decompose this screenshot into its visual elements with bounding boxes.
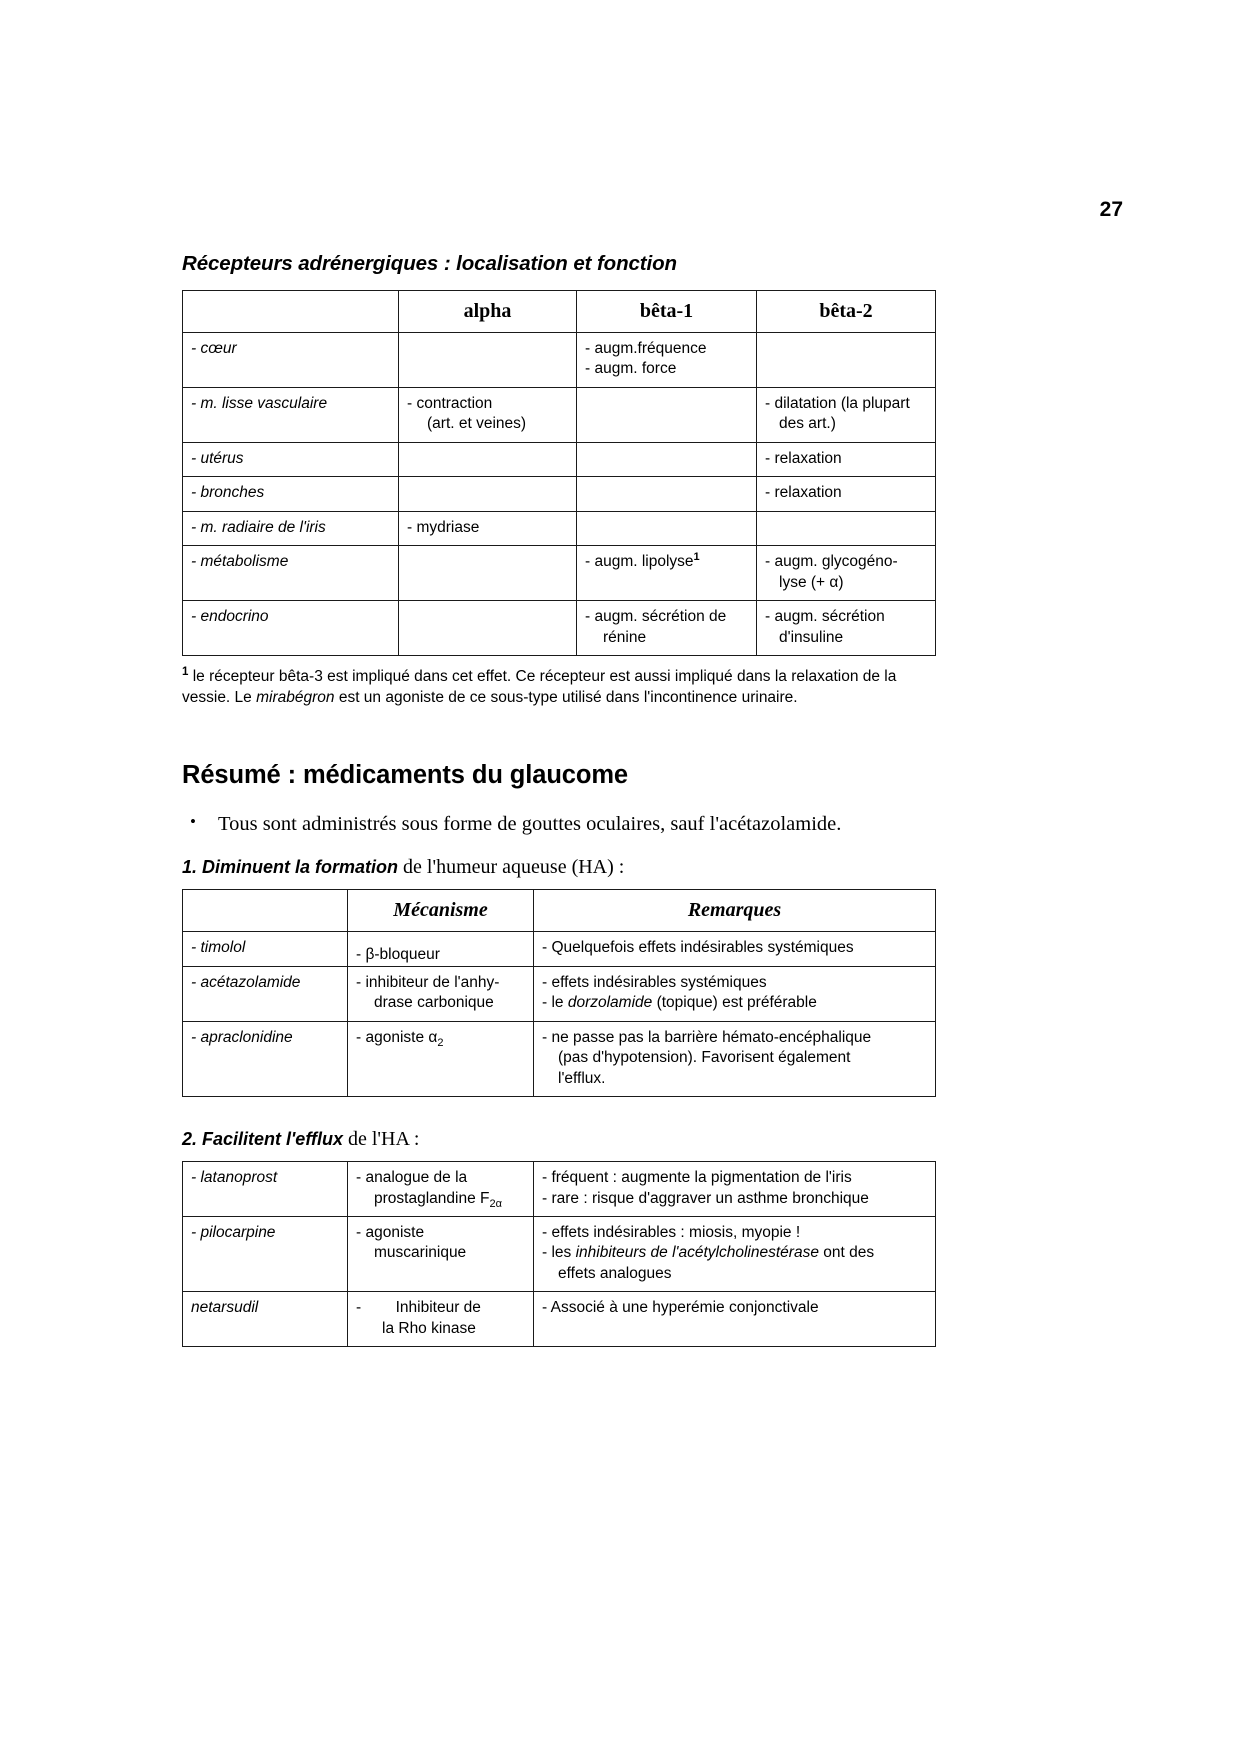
cell-line-rich xyxy=(542,1243,927,1263)
cell-line: - agoniste xyxy=(356,1223,425,1241)
cell-line: - analogue de la xyxy=(356,1169,468,1187)
cell-mechanism-netarsudil xyxy=(348,1292,534,1347)
cell-line: drase carbonique xyxy=(374,994,494,1012)
cell-line: - rare : risque d'aggraver un asthme bronchique xyxy=(542,1189,869,1207)
cell-beta1-bronches xyxy=(577,477,757,511)
column-header-blank xyxy=(183,890,348,932)
drug-name-italic: dorzolamide xyxy=(567,994,653,1012)
column-header-alpha: alpha xyxy=(399,291,577,333)
text-pre: - le xyxy=(542,994,568,1012)
cell-alpha-bronches xyxy=(399,477,577,511)
cell-beta1-muscle-lisse xyxy=(577,387,757,442)
cell-line: - fréquent : augmente la pigmentation de l'iris xyxy=(542,1169,852,1187)
cell-line: - effets indésirables systémiques xyxy=(542,973,767,991)
table-row xyxy=(183,1162,936,1217)
cell-mechanism-acetazolamide xyxy=(348,966,534,1021)
table-row xyxy=(183,932,936,966)
cell-beta1-iris xyxy=(577,511,757,545)
cell-remarks-acetazolamide xyxy=(534,966,936,1021)
cell-line: - ne passe pas la barrière hémato-encéphalique xyxy=(542,1028,872,1046)
row-label-uterus: - utérus xyxy=(183,442,399,476)
text-post: ont des xyxy=(818,1244,875,1262)
drug-class-italic: inhibiteurs de l'acétylcholinestérase xyxy=(575,1244,819,1262)
cell-line-rich xyxy=(542,993,927,1013)
cell-line: muscarinique xyxy=(374,1244,467,1262)
cell-mechanism-timolol: - β-bloqueur xyxy=(348,939,534,973)
row-label-muscle-radiaire-iris: - m. radiaire de l'iris xyxy=(183,511,399,545)
cell-mechanism-pilocarpine xyxy=(348,1216,534,1291)
footnote-drug-name: mirabégron xyxy=(256,689,335,707)
text-post: (topique) est préférable xyxy=(652,994,817,1012)
cell-alpha-metabolisme xyxy=(399,546,577,601)
cell-beta1-uterus xyxy=(577,442,757,476)
cell-beta2-bronches: - relaxation xyxy=(757,477,936,511)
column-header-beta2: bêta-2 xyxy=(757,291,936,333)
table-header-row xyxy=(183,291,936,333)
footnote-beta3 xyxy=(182,666,934,709)
cell-remarks-apraclonidine xyxy=(534,1021,936,1096)
bullet-list xyxy=(182,812,942,838)
table-row xyxy=(183,333,936,388)
subsection-heading-facilitent-efflux xyxy=(182,1127,942,1151)
row-label-coeur: - cœur xyxy=(183,333,399,388)
cell-line-rich xyxy=(356,1189,525,1209)
cell-line: lyse (+ α) xyxy=(779,573,844,591)
cell-line: la Rho kinase xyxy=(382,1319,476,1337)
table-row xyxy=(183,1216,936,1291)
row-label-timolol: - timolol xyxy=(183,932,348,966)
cell-alpha-endocrino xyxy=(399,601,577,656)
cell-alpha-muscle-lisse xyxy=(399,387,577,442)
cell-line: - augm. force xyxy=(585,360,677,378)
document-content xyxy=(182,252,942,1347)
column-header-beta1: bêta-1 xyxy=(577,291,757,333)
cell-line: des art.) xyxy=(779,415,836,433)
glaucoma-facilitate-efflux-table xyxy=(182,1161,936,1347)
glaucoma-reduce-formation-table xyxy=(182,889,936,1097)
cell-beta2-metabolisme xyxy=(757,546,936,601)
row-label-pilocarpine: - pilocarpine xyxy=(183,1216,348,1291)
table-row xyxy=(183,511,936,545)
cell-line: prostaglandine F xyxy=(374,1189,490,1207)
cell-line: d'insuline xyxy=(779,628,844,646)
cell-alpha-uterus xyxy=(399,442,577,476)
cell-line: - augm.fréquence xyxy=(585,340,707,357)
cell-remarks-pilocarpine xyxy=(534,1216,936,1291)
subsection-heading-rest: de l'humeur aqueuse (HA) : xyxy=(398,856,625,879)
footnote-marker: 1 xyxy=(693,551,700,564)
cell-beta1-endocrino xyxy=(577,601,757,656)
cell-line: - augm. lipolyse xyxy=(585,553,694,571)
row-label-latanoprost: - latanoprost xyxy=(183,1162,348,1217)
subsection-heading-rest: de l'HA : xyxy=(343,1128,420,1151)
cell-line: - inhibiteur de l'anhy- xyxy=(356,973,500,991)
cell-line: (art. et veines) xyxy=(427,415,527,433)
cell-beta1-coeur xyxy=(577,333,757,388)
row-label-netarsudil: netarsudil xyxy=(183,1292,348,1347)
column-header-mecanisme: Mécanisme xyxy=(348,890,534,932)
footnote-text-part1: le récepteur bêta-3 est impliqué dans cet effet. Ce récepteur est aussi impliqué dans la relaxation de la vessie. Le xyxy=(182,667,897,707)
row-label-bronches: - bronches xyxy=(183,477,399,511)
table-row xyxy=(183,546,936,601)
column-header-blank xyxy=(183,291,399,333)
page-title-resume-glaucome: Résumé : médicaments du glaucome xyxy=(182,760,629,789)
table-row xyxy=(183,1021,936,1096)
cell-alpha-coeur xyxy=(399,333,577,388)
cell-line: effets analogues xyxy=(558,1264,672,1282)
cell-line: - agoniste α xyxy=(356,1028,438,1046)
cell-mechanism-latanoprost xyxy=(348,1162,534,1217)
cell-beta1-metabolisme xyxy=(577,546,757,601)
cell-line: rénine xyxy=(603,628,647,646)
footnote-text-part2: est un agoniste de ce sous-type utilisé dans l'incontinence urinaire. xyxy=(334,689,798,707)
cell-beta2-iris xyxy=(757,511,936,545)
subsection-heading-diminuent-formation xyxy=(182,855,942,879)
row-label-acetazolamide: - acétazolamide xyxy=(183,966,348,1021)
subsection-heading-bold: 2. Facilitent l'efflux xyxy=(182,1129,343,1150)
list-item: • Tous sont administrés sous forme de gouttes oculaires, sauf l'acétazolamide. xyxy=(182,812,942,838)
page-number: 27 xyxy=(1099,198,1123,221)
row-label-metabolisme: - métabolisme xyxy=(183,546,399,601)
subscript: 2 xyxy=(437,1036,444,1049)
table-row xyxy=(183,601,936,656)
subscript: 2α xyxy=(489,1197,502,1210)
row-label-muscle-lisse-vasculaire: - m. lisse vasculaire xyxy=(183,387,399,442)
cell-line: (pas d'hypotension). Favorisent également xyxy=(558,1049,851,1067)
table-row xyxy=(183,387,936,442)
cell-remarks-timolol: - Quelquefois effets indésirables systémiques xyxy=(534,932,936,966)
cell-beta2-endocrino xyxy=(757,601,936,656)
adrenergic-receptors-table xyxy=(182,290,936,656)
subsection-heading-bold: 1. Diminuent la formation xyxy=(182,857,399,878)
cell-remarks-latanoprost xyxy=(534,1162,936,1217)
cell-line: l'efflux. xyxy=(558,1069,606,1087)
cell-line: - contraction xyxy=(407,394,493,412)
cell-line: - augm. sécrétion xyxy=(765,608,885,626)
text-pre: - les xyxy=(542,1244,576,1262)
cell-remarks-netarsudil: - Associé à une hyperémie conjonctivale xyxy=(534,1292,936,1347)
column-header-remarques: Remarques xyxy=(534,890,936,932)
cell-line: - dilatation (la plupart xyxy=(765,394,910,412)
cell-line: - augm. sécrétion de xyxy=(585,608,727,626)
cell-beta2-coeur xyxy=(757,333,936,388)
cell-mechanism-apraclonidine xyxy=(348,1021,534,1096)
cell-beta2-muscle-lisse xyxy=(757,387,936,442)
row-label-apraclonidine: - apraclonidine xyxy=(183,1021,348,1096)
section-title-adrenergic-receptors: Récepteurs adrénergiques : localisation et fonction xyxy=(182,252,677,275)
footnote-marker: 1 xyxy=(182,665,189,678)
table-row xyxy=(183,442,936,476)
table-row xyxy=(183,966,936,1021)
table-row xyxy=(183,477,936,511)
table-row xyxy=(183,1292,936,1347)
row-label-endocrino: - endocrino xyxy=(183,601,399,656)
table-header-row xyxy=(183,890,936,932)
cell-line: - effets indésirables : miosis, myopie ! xyxy=(542,1223,801,1241)
cell-alpha-iris: - mydriase xyxy=(399,511,577,545)
cell-beta2-uterus: - relaxation xyxy=(757,442,936,476)
cell-line: - Inhibiteur de xyxy=(356,1299,481,1317)
cell-line: - augm. glycogéno- xyxy=(765,553,898,571)
